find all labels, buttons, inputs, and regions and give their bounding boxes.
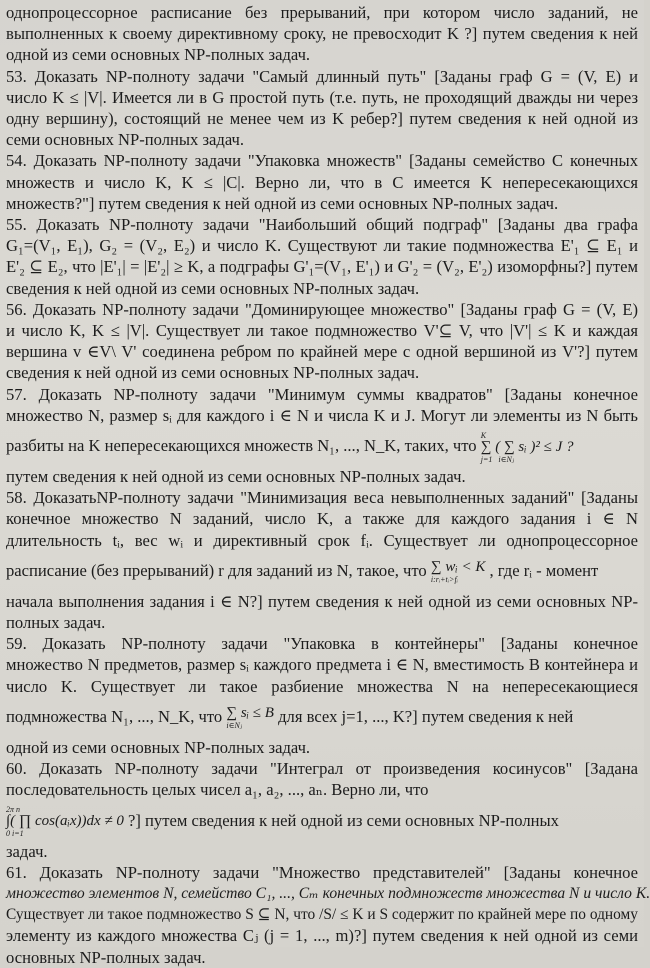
sum-of-squares-formula — [481, 431, 574, 464]
formula-upper-limits: 2π n — [6, 805, 21, 815]
problem-57-title: 57. Доказать NP-полноту задачи "Минимум суммы квадратов" [Заданы конечное — [6, 384, 638, 404]
text-line: число K. Существует ли такое разбиение множества N на непересекающиеся — [6, 676, 638, 696]
text-line: вершина v ∈V\ V' соединена ребром по крайней мере с одной вершиной из V'?] путем — [6, 342, 638, 362]
formula-lower-limits — [481, 455, 574, 464]
text-line: конечное множество N заданий, число K, а также для каждого задания i ∈ N — [6, 509, 638, 529]
weight-sum-formula — [431, 560, 485, 584]
text-line: путем сведения к ней одной из семи основных NP-полных задач. — [6, 467, 466, 487]
text-line: множество элементов N, семейство C₁, ..., Cₘ конечных подмножеств множества N и число K. — [6, 884, 650, 902]
text-line: семи основных NP-полных задач. — [6, 130, 245, 150]
text-line: число K ≤ |V|. Имеется ли в G простой путь (т.е. путь, не проходящий дважды ни через — [6, 87, 638, 107]
bin-capacity-formula — [226, 706, 274, 730]
text-segment: разбиты на K непересекающихся множеств N₁, ..., N_K, таких, что — [6, 436, 477, 456]
problem-61-title: 61. Доказать NP-полноту задачи "Множество представителей" [Заданы конечное — [6, 862, 638, 882]
problem-54-title: 54. Доказать NP-полноту задачи "Упаковка множеств" [Заданы семейство C конечных — [6, 151, 638, 171]
problem-53-title: 53. Доказать NP-полноту задачи "Самый длинный путь" [Заданы граф G = (V, E) и — [6, 66, 638, 86]
text-line: Существует ли такое подмножество S ⊆ N, что /S/ ≤ K и S содержит по крайней мере по одному — [6, 906, 638, 924]
problem-55-title: 55. Доказать NP-полноту задачи "Наибольший общий подграф" [Заданы два графа — [6, 215, 638, 235]
text-line: сведения к ней одной из семи основных NP-полных задач. — [6, 278, 420, 298]
text-line: множеств и число K, K ≤ |C|. Верно ли, что в C имеется K непересекающихся — [6, 172, 638, 192]
formula-body: ∑ sᵢ ≤ B — [226, 705, 274, 722]
text-line-with-formula — [6, 697, 638, 737]
text-segment: ?] путем сведения к ней одной из семи основных NP-полных — [128, 810, 559, 830]
text-line-with-formula — [6, 426, 638, 466]
text-line: длительность tᵢ, вес wᵢ и директивный срок fᵢ. Существует ли однопроцессорное — [6, 530, 638, 550]
formula-lower-limit: i∈Nⱼ — [226, 721, 242, 731]
text-line: множеств?"] путем сведения к ней одной из семи основных NP-полных задач. — [6, 193, 559, 213]
text-line: одной из семи основных NP-полных задач. — [6, 737, 311, 757]
text-segment: расписание (без прерываний) r для заданий из N, такое, что — [6, 560, 427, 580]
problem-56-title: 56. Доказать NP-полноту задачи "Доминирующее множество" [Заданы граф G = (V, E) — [6, 299, 638, 319]
text-segment: , где rᵢ - момент — [489, 560, 599, 580]
formula-body: ∑ wᵢ < K — [430, 559, 486, 576]
text-segment: для всех j=1, ..., K?] путем сведения к ней — [278, 706, 574, 726]
text-line: однопроцессорное расписание без прерываний, при котором число заданий, не — [6, 3, 638, 22]
text-line: выполненных к своему директивному сроку, не превосходит K ?] путем сведения к ней — [6, 24, 638, 44]
text-line: основных NP-полных задач. — [6, 947, 206, 967]
text-line: одну вершину), состоящий не менее чем из K ребер?] путем сведения к ней одной из — [6, 109, 638, 129]
formula-sub-j: j=1 — [480, 454, 493, 464]
formula-body: ∑ ( ∑ sᵢ )² ≤ J ? — [480, 438, 574, 455]
problem-59-title: 59. Доказать NP-полноту задачи "Упаковка в контейнеры" [Заданы конечное — [6, 634, 638, 654]
text-line: и число K, K ≤ |V|. Существует ли такое подмножество V'⊆ V, что |V'| ≤ K и каждая — [6, 321, 638, 341]
text-line-with-formula — [6, 801, 638, 841]
text-line-with-formula — [6, 551, 638, 591]
text-line: G₁=(V₁, E₁), G₂ = (V₂, E₂) и число K. Существуют ли такие подмножества E'₁ ⊆ E₁ и — [6, 236, 638, 256]
text-segment: подмножества N₁, ..., N_K, что — [6, 706, 223, 726]
text-line: начала выполнения задания i ∈ N?] путем сведения к ней одной из семи основных NP- — [6, 591, 638, 611]
text-line: последовательность целых чисел a₁, a₂, ..., aₙ. Верно ли, что — [6, 780, 429, 800]
text-line: задач. — [6, 841, 48, 861]
text-line: элементу из каждого множества Cⱼ (j = 1, ..., m)?] путем сведения к ней одной из семи — [6, 926, 638, 946]
text-line: E'₂ ⊆ E₂, что |E'₁| = |E'₂| ≥ K, а подграфы G'₁=(V₁, E'₁) и G'₂ = (V₂, E'₂) изоморфны?] путем — [6, 257, 638, 277]
formula-sub-i: i∈Nⱼ — [498, 454, 514, 464]
formula-lower-limit: i:rᵢ+tᵢ>fᵢ — [430, 575, 458, 585]
problem-60-title: 60. Доказать NP-полноту задачи "Интеграл от произведения косинусов" [Задана — [6, 759, 638, 779]
formula-body: ∫( ∏ cos(aᵢx))dx ≠ 0 — [6, 813, 124, 830]
formula-upper-limit: K — [480, 430, 487, 440]
text-line: множество N предметов, размер sᵢ каждого предмета i ∈ N, вместимость B контейнера и — [6, 655, 638, 675]
cosine-integral-formula — [6, 805, 124, 838]
formula-lower-limits: 0 i=1 — [6, 829, 24, 839]
text-line: сведения к ней одной из семи основных NP-полных задач. — [6, 363, 420, 383]
text-line: множество N, размер sᵢ для каждого i ∈ N и числа K и J. Могут ли элементы из N быть — [6, 405, 638, 425]
problem-58-title: 58. ДоказатьNP-полноту задачи "Минимизация веса невыполненных заданий" [Заданы — [6, 488, 638, 508]
text-line: одной из семи основных NP-полных задач. — [6, 45, 311, 65]
text-line: полных задач. — [6, 613, 106, 633]
